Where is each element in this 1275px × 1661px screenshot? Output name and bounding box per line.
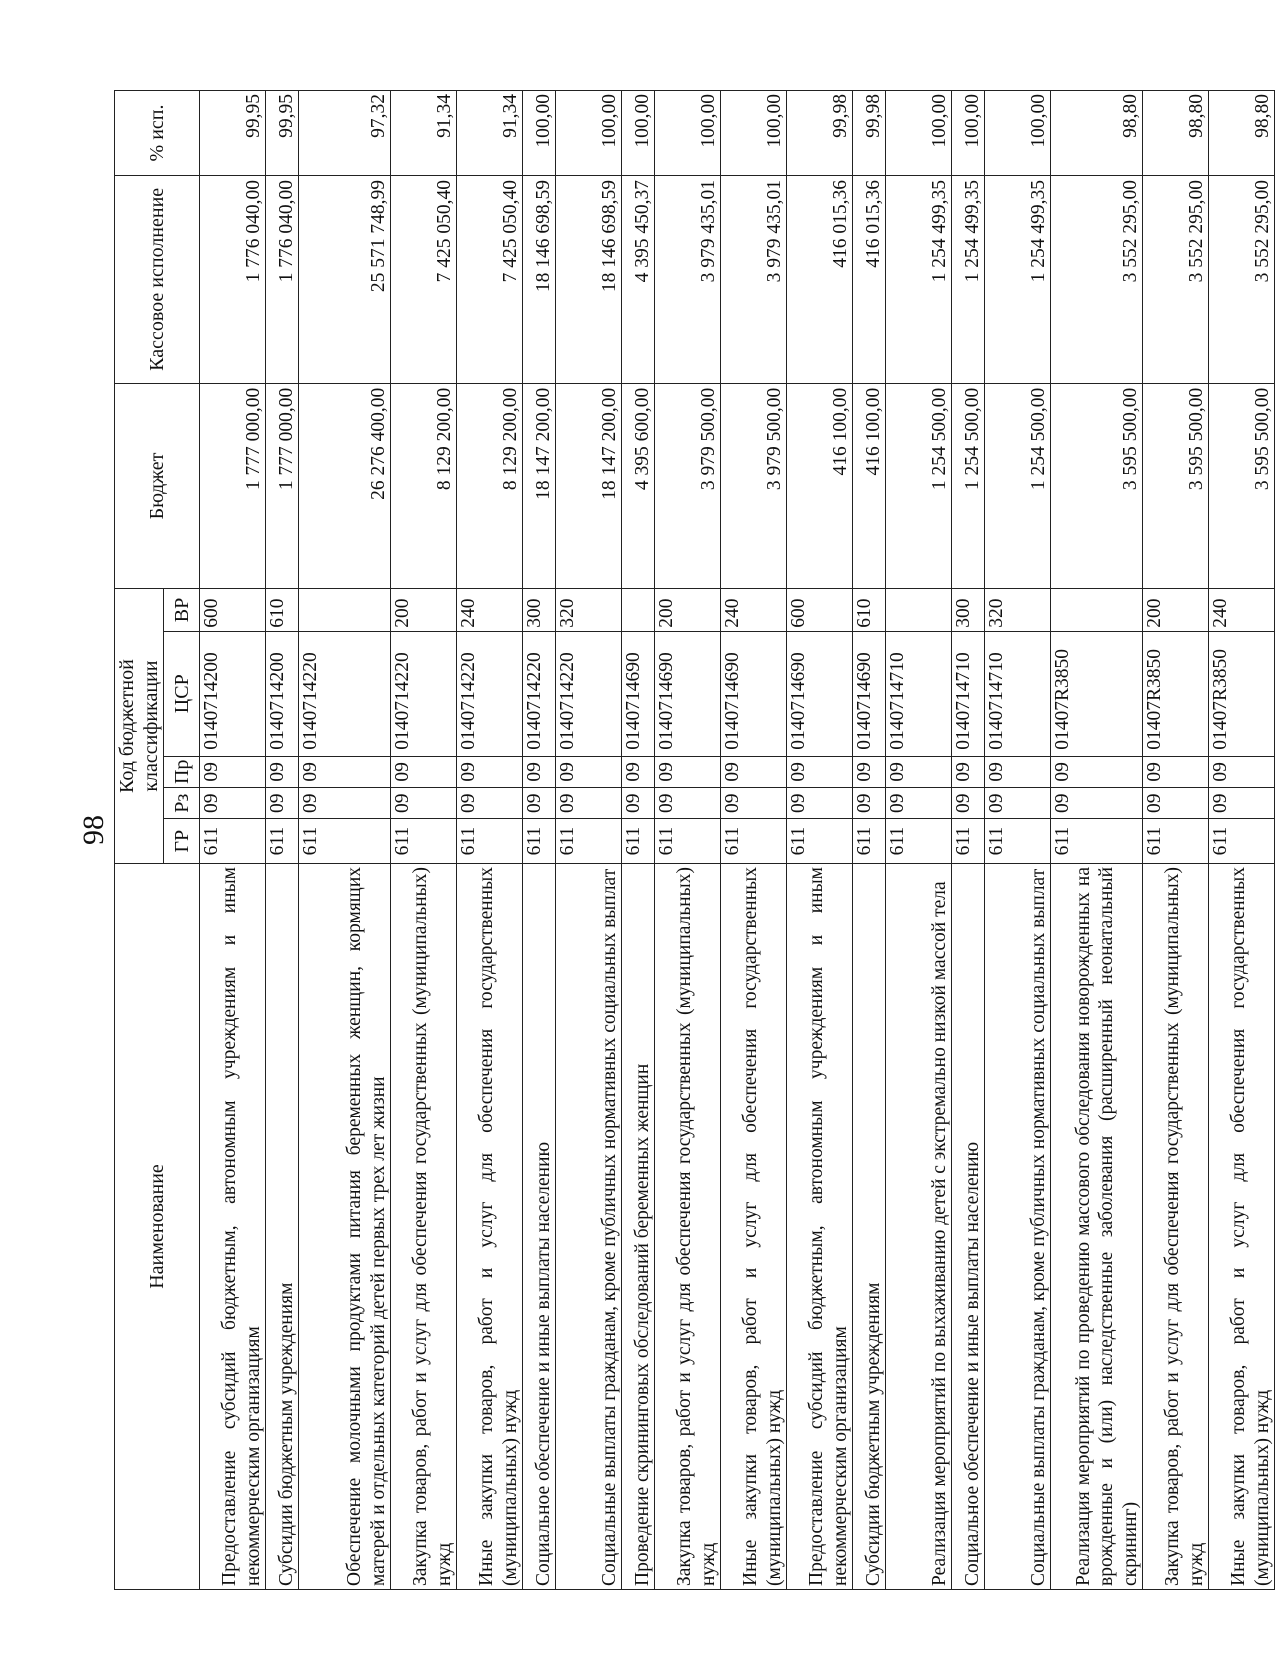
row-budget: 1 254 500,00	[886, 383, 952, 589]
row-vr: 610	[853, 589, 886, 631]
row-name: Субсидии бюджетным учреждениям	[853, 863, 886, 1589]
row-budget: 4 395 600,00	[622, 383, 655, 589]
row-pr: 09	[523, 756, 556, 787]
row-pr: 09	[952, 756, 985, 787]
col-header-rz: Рз	[164, 788, 200, 819]
table-row	[655, 91, 721, 1590]
row-name: Социальные выплаты гражданам, кроме публичных нормативных социальных выплат	[985, 863, 1051, 1589]
row-vr	[622, 589, 655, 631]
table-row	[391, 91, 457, 1590]
budget-execution-table	[114, 90, 1275, 1590]
row-csr: 0140714710	[985, 631, 1051, 756]
budget-table-frame	[114, 90, 1273, 1590]
row-name: Предоставление субсидий бюджетным, автономным учреждениям и иным некоммерческим организациям	[787, 863, 853, 1589]
row-csr: 0140714690	[655, 631, 721, 756]
row-pr: 09	[266, 756, 299, 787]
row-csr: 0140714220	[556, 631, 622, 756]
row-gr: 611	[787, 819, 853, 864]
row-vr: 300	[952, 589, 985, 631]
row-cash: 1 254 499,35	[952, 175, 985, 383]
table-row	[853, 91, 886, 1590]
row-name: Предоставление субсидий бюджетным, автономным учреждениям и иным некоммерческим организациям	[200, 863, 266, 1589]
row-pct: 100,00	[886, 91, 952, 176]
row-rz: 09	[391, 788, 457, 819]
row-cash: 18 146 698,59	[523, 175, 556, 383]
row-gr: 611	[655, 819, 721, 864]
row-budget: 3 979 500,00	[721, 383, 787, 589]
row-rz: 09	[622, 788, 655, 819]
row-gr: 611	[1209, 819, 1275, 864]
row-gr: 611	[266, 819, 299, 864]
table-row	[787, 91, 853, 1590]
row-pr: 09	[655, 756, 721, 787]
row-vr: 240	[1209, 589, 1275, 631]
row-rz: 09	[1209, 788, 1275, 819]
row-rz: 09	[200, 788, 266, 819]
row-rz: 09	[886, 788, 952, 819]
row-pr: 09	[886, 756, 952, 787]
row-csr: 0140714690	[622, 631, 655, 756]
row-cash: 7 425 050,40	[391, 175, 457, 383]
row-gr: 611	[886, 819, 952, 864]
row-name: Иные закупки товаров, работ и услуг для обеспечения государственных (муниципальных) нужд	[1209, 863, 1275, 1589]
table-row	[523, 91, 556, 1590]
row-rz: 09	[787, 788, 853, 819]
col-header-name: Наименование	[115, 863, 200, 1589]
row-pct: 91,34	[391, 91, 457, 176]
row-budget: 416 100,00	[853, 383, 886, 589]
row-cash: 1 254 499,35	[886, 175, 952, 383]
row-vr: 300	[523, 589, 556, 631]
row-cash: 416 015,36	[787, 175, 853, 383]
row-pct: 100,00	[556, 91, 622, 176]
row-csr: 0140714710	[952, 631, 985, 756]
table-row	[200, 91, 266, 1590]
row-cash: 18 146 698,59	[556, 175, 622, 383]
row-csr: 0140714690	[721, 631, 787, 756]
table-row	[886, 91, 952, 1590]
row-gr: 611	[622, 819, 655, 864]
row-gr: 611	[457, 819, 523, 864]
row-budget: 1 254 500,00	[952, 383, 985, 589]
row-pct: 100,00	[952, 91, 985, 176]
row-vr: 610	[266, 589, 299, 631]
table-row	[556, 91, 622, 1590]
row-gr: 611	[853, 819, 886, 864]
row-csr: 0140714690	[787, 631, 853, 756]
row-pr: 09	[787, 756, 853, 787]
row-rz: 09	[299, 788, 391, 819]
row-budget: 3 979 500,00	[655, 383, 721, 589]
row-rz: 09	[985, 788, 1051, 819]
row-budget: 8 129 200,00	[457, 383, 523, 589]
table-body	[200, 91, 1275, 1590]
row-vr: 240	[721, 589, 787, 631]
row-csr: 0140714710	[886, 631, 952, 756]
row-cash: 416 015,36	[853, 175, 886, 383]
row-csr: 0140714220	[457, 631, 523, 756]
row-vr	[299, 589, 391, 631]
row-name: Обеспечение молочными продуктами питания беременных женщин, кормящих матерей и отдельных категорий детей первых трех лет жизни	[299, 863, 391, 1589]
row-pr: 09	[1209, 756, 1275, 787]
row-name: Закупка товаров, работ и услуг для обеспечения государственных (муниципальных) нужд	[1143, 863, 1209, 1589]
table-row	[299, 91, 391, 1590]
row-name: Социальное обеспечение и иные выплаты населению	[952, 863, 985, 1589]
row-name: Проведение скрининговых обследований беременных женщин	[622, 863, 655, 1589]
row-budget: 3 595 500,00	[1051, 383, 1143, 589]
row-vr: 600	[787, 589, 853, 631]
row-budget: 1 777 000,00	[266, 383, 299, 589]
row-name: Социальное обеспечение и иные выплаты населению	[523, 863, 556, 1589]
row-vr: 200	[391, 589, 457, 631]
row-vr: 240	[457, 589, 523, 631]
col-header-code-group: Код бюджетной классификации	[115, 589, 164, 864]
row-gr: 611	[556, 819, 622, 864]
row-rz: 09	[853, 788, 886, 819]
row-name: Реализация мероприятий по выхаживанию детей с экстремально низкой массой тела	[886, 863, 952, 1589]
row-name: Субсидии бюджетным учреждениям	[266, 863, 299, 1589]
row-pr: 09	[391, 756, 457, 787]
row-budget: 416 100,00	[787, 383, 853, 589]
row-csr: 0140714200	[200, 631, 266, 756]
row-gr: 611	[299, 819, 391, 864]
row-pct: 100,00	[721, 91, 787, 176]
row-cash: 7 425 050,40	[457, 175, 523, 383]
row-gr: 611	[985, 819, 1051, 864]
page-number: 98	[77, 815, 110, 845]
row-csr: 0140714220	[299, 631, 391, 756]
row-csr: 01407R3850	[1209, 631, 1275, 756]
row-rz: 09	[556, 788, 622, 819]
row-gr: 611	[523, 819, 556, 864]
row-rz: 09	[721, 788, 787, 819]
row-budget: 1 254 500,00	[985, 383, 1051, 589]
row-name: Закупка товаров, работ и услуг для обеспечения государственных (муниципальных) нужд	[655, 863, 721, 1589]
row-budget: 8 129 200,00	[391, 383, 457, 589]
col-header-pr: Пр	[164, 756, 200, 787]
row-pct: 100,00	[523, 91, 556, 176]
row-cash: 3 979 435,01	[721, 175, 787, 383]
row-csr: 0140714690	[853, 631, 886, 756]
row-pr: 09	[299, 756, 391, 787]
row-csr: 0140714200	[266, 631, 299, 756]
row-cash: 1 776 040,00	[266, 175, 299, 383]
row-pct: 98,80	[1143, 91, 1209, 176]
table-row	[1143, 91, 1209, 1590]
table-header	[115, 91, 200, 1590]
row-csr: 0140714220	[391, 631, 457, 756]
row-gr: 611	[200, 819, 266, 864]
row-csr: 0140714220	[523, 631, 556, 756]
row-gr: 611	[721, 819, 787, 864]
row-budget: 3 595 500,00	[1209, 383, 1275, 589]
row-pct: 98,80	[1209, 91, 1275, 176]
row-name: Иные закупки товаров, работ и услуг для обеспечения государственных (муниципальных) нужд	[457, 863, 523, 1589]
row-rz: 09	[1143, 788, 1209, 819]
row-budget: 3 595 500,00	[1143, 383, 1209, 589]
row-rz: 09	[1051, 788, 1143, 819]
row-vr: 200	[1143, 589, 1209, 631]
row-pr: 09	[853, 756, 886, 787]
row-pr: 09	[622, 756, 655, 787]
row-vr: 600	[200, 589, 266, 631]
table-row	[1209, 91, 1275, 1590]
row-cash: 3 552 295,00	[1143, 175, 1209, 383]
row-pct: 100,00	[985, 91, 1051, 176]
table-row	[1051, 91, 1143, 1590]
row-pct: 98,80	[1051, 91, 1143, 176]
row-pct: 91,34	[457, 91, 523, 176]
row-pct: 100,00	[655, 91, 721, 176]
col-header-budget: Бюджет	[115, 383, 200, 589]
rotated-table-container	[114, 90, 1273, 1590]
row-rz: 09	[266, 788, 299, 819]
table-row	[622, 91, 655, 1590]
col-header-gr: ГР	[164, 819, 200, 864]
row-vr: 320	[985, 589, 1051, 631]
row-pr: 09	[457, 756, 523, 787]
row-pct: 99,98	[787, 91, 853, 176]
row-cash: 3 552 295,00	[1209, 175, 1275, 383]
table-row	[952, 91, 985, 1590]
row-budget: 26 276 400,00	[299, 383, 391, 589]
row-name: Социальные выплаты гражданам, кроме публичных нормативных социальных выплат	[556, 863, 622, 1589]
table-row	[985, 91, 1051, 1590]
row-name: Иные закупки товаров, работ и услуг для обеспечения государственных (муниципальных) нужд	[721, 863, 787, 1589]
row-vr	[1051, 589, 1143, 631]
row-vr: 320	[556, 589, 622, 631]
row-rz: 09	[523, 788, 556, 819]
row-gr: 611	[952, 819, 985, 864]
row-pct: 97,32	[299, 91, 391, 176]
row-pct: 99,98	[853, 91, 886, 176]
row-csr: 01407R3850	[1051, 631, 1143, 756]
row-pr: 09	[556, 756, 622, 787]
col-header-vr: ВР	[164, 589, 200, 631]
col-header-pct: % исп.	[115, 91, 200, 176]
row-rz: 09	[457, 788, 523, 819]
row-pr: 09	[1143, 756, 1209, 787]
row-budget: 18 147 200,00	[556, 383, 622, 589]
row-vr	[886, 589, 952, 631]
row-pr: 09	[721, 756, 787, 787]
row-rz: 09	[655, 788, 721, 819]
row-cash: 1 254 499,35	[985, 175, 1051, 383]
row-cash: 1 776 040,00	[200, 175, 266, 383]
row-cash: 4 395 450,37	[622, 175, 655, 383]
col-header-csr: ЦСР	[164, 631, 200, 756]
table-row	[457, 91, 523, 1590]
row-pct: 100,00	[622, 91, 655, 176]
row-cash: 3 552 295,00	[1051, 175, 1143, 383]
row-gr: 611	[1143, 819, 1209, 864]
table-row	[721, 91, 787, 1590]
row-budget: 18 147 200,00	[523, 383, 556, 589]
row-pr: 09	[985, 756, 1051, 787]
row-cash: 3 979 435,01	[655, 175, 721, 383]
row-pct: 99,95	[200, 91, 266, 176]
row-pr: 09	[1051, 756, 1143, 787]
table-row	[266, 91, 299, 1590]
row-vr: 200	[655, 589, 721, 631]
row-name: Закупка товаров, работ и услуг для обеспечения государственных (муниципальных) нужд	[391, 863, 457, 1589]
row-name: Реализация мероприятий по проведению массового обследования новорожденных на врожденные и (или) наследственные заболевания (расширенный неонатальный скрининг)	[1051, 863, 1143, 1589]
row-cash: 25 571 748,99	[299, 175, 391, 383]
col-header-cash: Кассовое исполнение	[115, 175, 200, 383]
row-rz: 09	[952, 788, 985, 819]
row-pr: 09	[200, 756, 266, 787]
row-gr: 611	[1051, 819, 1143, 864]
row-csr: 01407R3850	[1143, 631, 1209, 756]
row-gr: 611	[391, 819, 457, 864]
row-pct: 99,95	[266, 91, 299, 176]
row-budget: 1 777 000,00	[200, 383, 266, 589]
